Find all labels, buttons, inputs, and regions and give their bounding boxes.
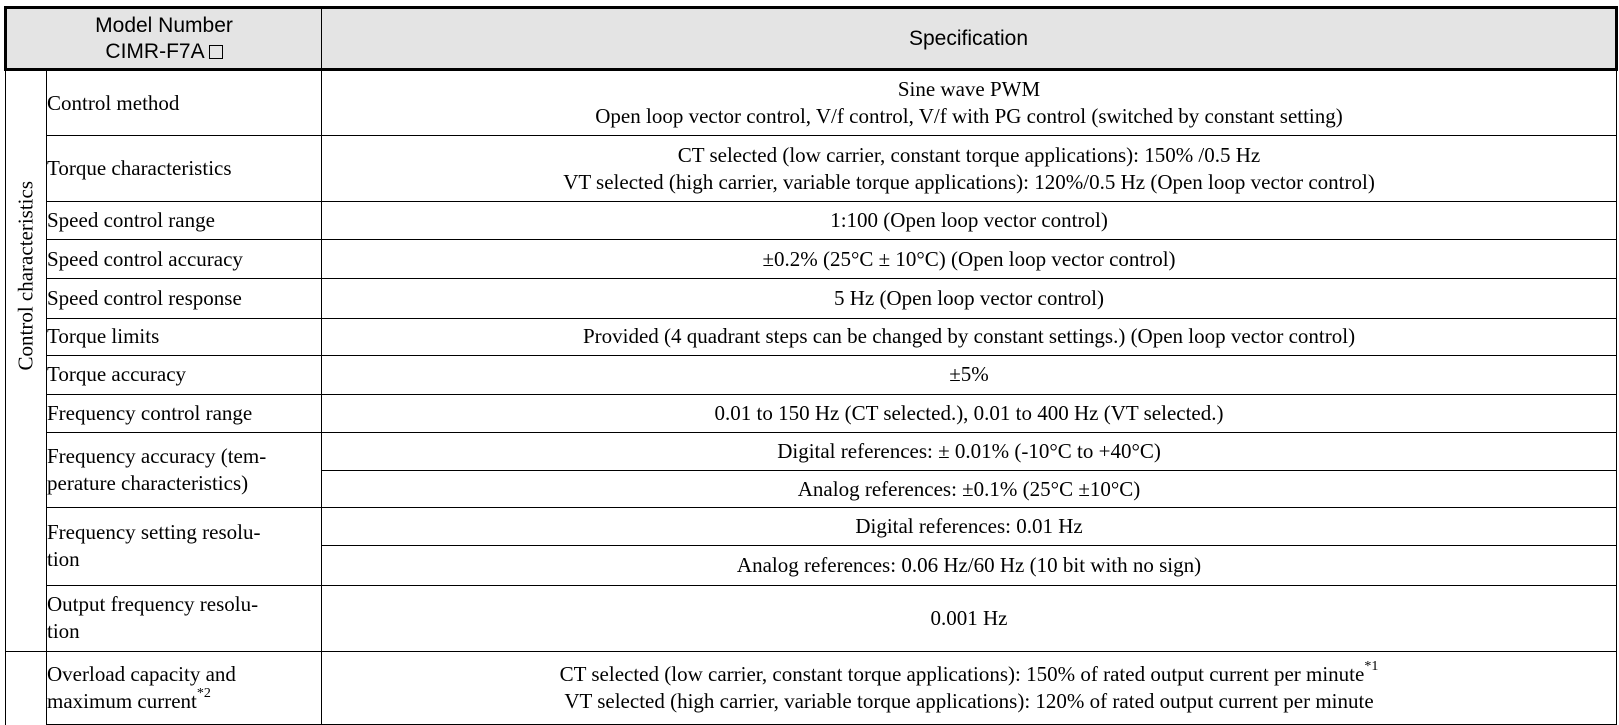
table-row (6, 70, 1617, 136)
value-speed-control-response: 5 Hz (Open loop vector control) (322, 279, 1617, 318)
table-row (6, 355, 1617, 394)
item-frequency-setting-resolution (47, 508, 322, 585)
header-row (6, 8, 1617, 70)
item-label-line: tion (47, 547, 80, 572)
footnote-mark: *2 (196, 685, 211, 701)
group-cell (6, 70, 47, 652)
value-control-method (322, 70, 1617, 136)
item-label-line: Frequency accuracy (tem- (47, 444, 267, 469)
value-frequency-accuracy-analog: Analog references: ±0.1% (25°C ±10°C) (322, 471, 1617, 508)
table-row (6, 318, 1617, 355)
table-row (6, 585, 1617, 651)
value-line: VT selected (high carrier, variable torque applications): 120%/0.5 Hz (Open loop vector control) (563, 169, 1375, 194)
value-torque-accuracy: ±5% (322, 355, 1617, 394)
specification-table (4, 6, 1618, 725)
item-speed-control-response: Speed control response (47, 279, 322, 318)
value-frequency-control-range: 0.01 to 150 Hz (CT selected.), 0.01 to 400 Hz (VT selected.) (322, 394, 1617, 432)
item-control-method: Control method (47, 70, 322, 136)
value-line: VT selected (high carrier, variable torque applications): 120% of rated output current per minute (564, 688, 1374, 713)
footnote-mark: *1 (1364, 658, 1379, 674)
value-output-frequency-resolution: 0.001 Hz (322, 585, 1617, 651)
table-row (6, 202, 1617, 240)
item-label-line: tion (47, 619, 80, 644)
value-torque-characteristics (322, 136, 1617, 202)
item-torque-characteristics: Torque characteristics (47, 136, 322, 202)
box-placeholder-icon (209, 45, 223, 59)
group-label-wrap (13, 181, 40, 371)
item-label-line: Output frequency resolu- (47, 592, 259, 617)
item-label-line: Overload capacity and (47, 661, 236, 686)
model-code-line (7, 39, 321, 65)
item-label-line: maximum current (47, 688, 197, 713)
value-speed-control-range: 1:100 (Open loop vector control) (322, 202, 1617, 240)
item-torque-accuracy: Torque accuracy (47, 355, 322, 394)
table-row (6, 394, 1617, 432)
model-code: CIMR-F7A (105, 39, 205, 63)
value-text: CT selected (low carrier, constant torque applications): 150% of rated output current per minute (559, 661, 1365, 686)
table-row (6, 279, 1617, 318)
item-speed-control-range: Speed control range (47, 202, 322, 240)
value-line: Sine wave PWM (897, 77, 1041, 101)
value-frequency-setting-analog: Analog references: 0.06 Hz/60 Hz (10 bit with no sign) (322, 546, 1617, 585)
value-torque-limits: Provided (4 quadrant steps can be changed by constant settings.) (Open loop vector control) (322, 318, 1617, 355)
item-output-frequency-resolution (47, 585, 322, 651)
specification-header: Specification (322, 8, 1617, 70)
value-overload-capacity (322, 651, 1617, 724)
group-cell-continued (6, 651, 47, 724)
table-row (6, 136, 1617, 202)
value-line: CT selected (low carrier, constant torque applications): 150% /0.5 Hz (677, 142, 1261, 167)
model-number-label: Model Number (95, 13, 233, 37)
group-label: Control characteristics (13, 181, 38, 371)
item-frequency-accuracy (47, 433, 322, 508)
item-speed-control-accuracy: Speed control accuracy (47, 240, 322, 279)
table-row (6, 651, 1617, 724)
item-label-line: perature characteristics) (47, 471, 249, 496)
table-row (6, 240, 1617, 279)
value-frequency-accuracy-digital: Digital references: ± 0.01% (-10°C to +40°C) (322, 433, 1617, 471)
table-row (6, 508, 1617, 546)
model-number-header (6, 8, 322, 70)
item-torque-limits: Torque limits (47, 318, 322, 355)
value-frequency-setting-digital: Digital references: 0.01 Hz (322, 508, 1617, 546)
value-line: Open loop vector control, V/f control, V/f with PG control (switched by constant setting) (595, 104, 1343, 128)
item-label-line: Frequency setting resolu- (47, 520, 261, 545)
item-overload-capacity (47, 651, 322, 724)
value-line (322, 658, 1616, 688)
item-frequency-control-range: Frequency control range (47, 394, 322, 432)
table-row (6, 433, 1617, 471)
value-speed-control-accuracy: ±0.2% (25°C ± 10°C) (Open loop vector control) (322, 240, 1617, 279)
